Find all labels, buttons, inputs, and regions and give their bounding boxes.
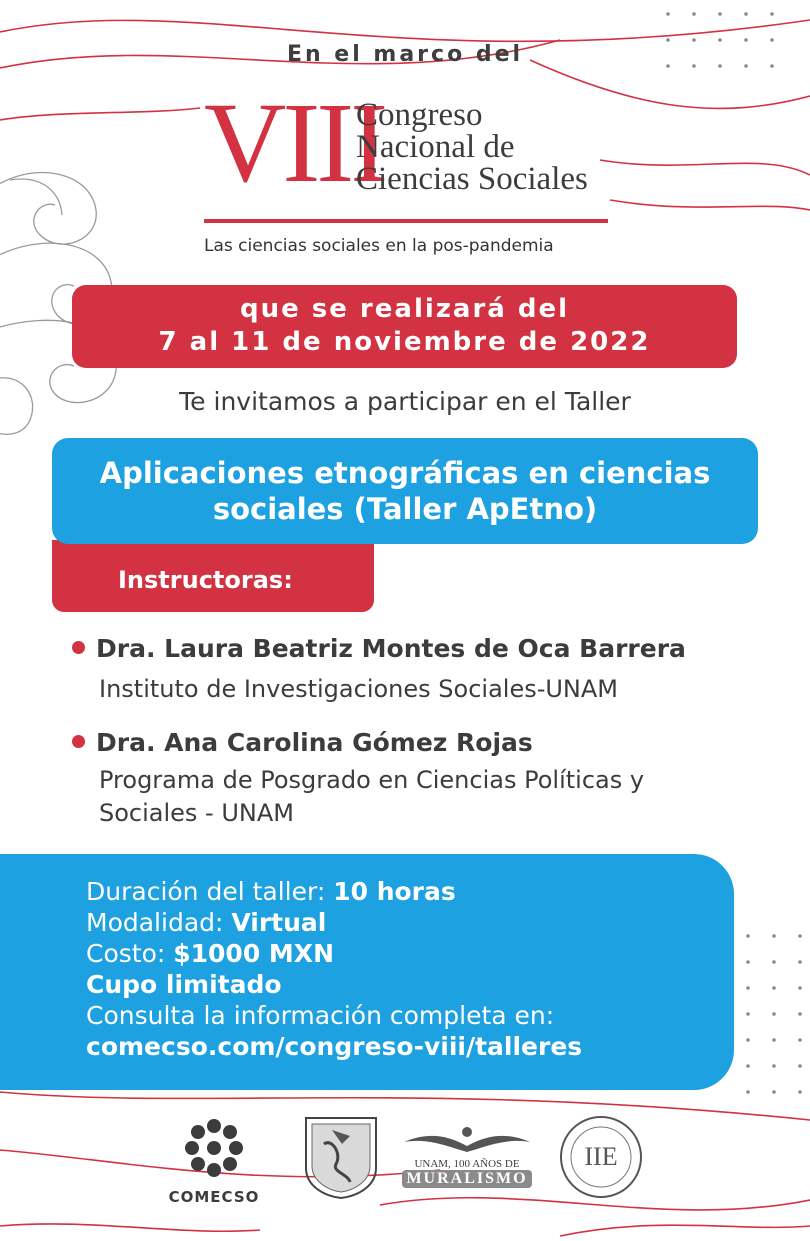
unam-muralismo-logo [402,1124,532,1194]
decor-dot [798,1012,802,1016]
instructor-2-affiliation-line-2: Sociales - UNAM [99,799,294,827]
info-url[interactable]: comecso.com/congreso-viii/talleres [86,1032,583,1061]
cost-label: Costo: [86,939,174,968]
duration-label: Duración del taller: [86,877,334,906]
duration-value: 10 horas [333,877,456,906]
decor-dot [772,1064,776,1068]
duration-row [86,876,734,907]
congress-title-line-2: Nacional de [356,129,515,165]
intro-text: En el marco del [286,42,524,67]
decor-dot [746,960,750,964]
mode-row [86,907,734,938]
decor-dot [772,986,776,990]
unam-seal-icon [302,1114,380,1200]
instructor-1-name: Dra. Laura Beatriz Montes de Oca Barrera [96,634,686,663]
decor-dot [746,1064,750,1068]
decor-dot [798,986,802,990]
limited-seats: Cupo limitado [86,970,282,999]
title-divider [204,219,608,223]
workshop-title-banner [52,438,758,544]
cost-row [86,938,734,969]
mode-label: Modalidad: [86,908,232,937]
decor-dot [798,1064,802,1068]
decor-dot [746,934,750,938]
instructor-2-name: Dra. Ana Carolina Gómez Rojas [96,728,533,757]
unam-seal [302,1114,380,1200]
congress-title-line-1: Congreso [356,97,483,133]
comecso-logo [166,1112,262,1208]
bullet-icon [72,641,85,654]
comecso-label: COMECSO [168,1188,260,1206]
consult-text: Consulta la información completa en: [86,1001,555,1030]
congress-roman-numeral: VIII [204,79,385,206]
decor-dot [770,12,774,16]
workshop-title-line-2: sociales (Taller ApEtno) [212,492,598,526]
dates-line-2: 7 al 11 de noviembre de 2022 [158,327,651,357]
decor-dot [744,12,748,16]
decor-dot [798,1090,802,1094]
workshop-title-line-1: Aplicaciones etnográficas en ciencias [99,456,711,490]
decor-dot [772,1090,776,1094]
congress-tagline: Las ciencias sociales en la pos-pandemia [204,236,554,256]
decor-dot [798,1038,802,1042]
instructor-2-affiliation-line-1: Programa de Posgrado en Ciencias Políticas y [99,766,645,794]
invitation-text: Te invitamos a participar en el Taller [179,387,631,416]
muralismo-line-1: UNAM, 100 AÑOS DE [414,1158,520,1170]
decor-dot [692,12,696,16]
comecso-logo-icon [166,1112,262,1184]
decor-dot [746,1038,750,1042]
bullet-icon [72,735,85,748]
decor-dot [666,12,670,16]
instructor-1-affiliation: Instituto de Investigaciones Sociales-UNAM [99,675,619,703]
muralismo-line-2: MURALISMO [402,1170,532,1188]
decor-dot [772,1012,776,1016]
decor-dot [798,934,802,938]
dates-line-1: que se realizará del [239,294,570,324]
decor-dot [718,12,722,16]
iie-monogram: IIE [584,1142,618,1171]
cost-value: $1000 MXN [173,939,335,968]
decor-dot [746,986,750,990]
congress-title-line-3: Ciencias Sociales [356,161,588,197]
decor-dot [798,960,802,964]
decor-dot [746,1012,750,1016]
iie-logo [558,1114,644,1200]
event-dates-banner [72,285,737,368]
decor-dot [772,960,776,964]
instructors-label: Instructoras: [118,566,293,594]
decor-dot [772,934,776,938]
instructors-tab [52,540,374,612]
workshop-info-box [0,854,734,1090]
muralismo-figure-icon [402,1124,532,1154]
decor-dot [772,1038,776,1042]
decor-dot [746,1090,750,1094]
mode-value: Virtual [231,908,327,937]
